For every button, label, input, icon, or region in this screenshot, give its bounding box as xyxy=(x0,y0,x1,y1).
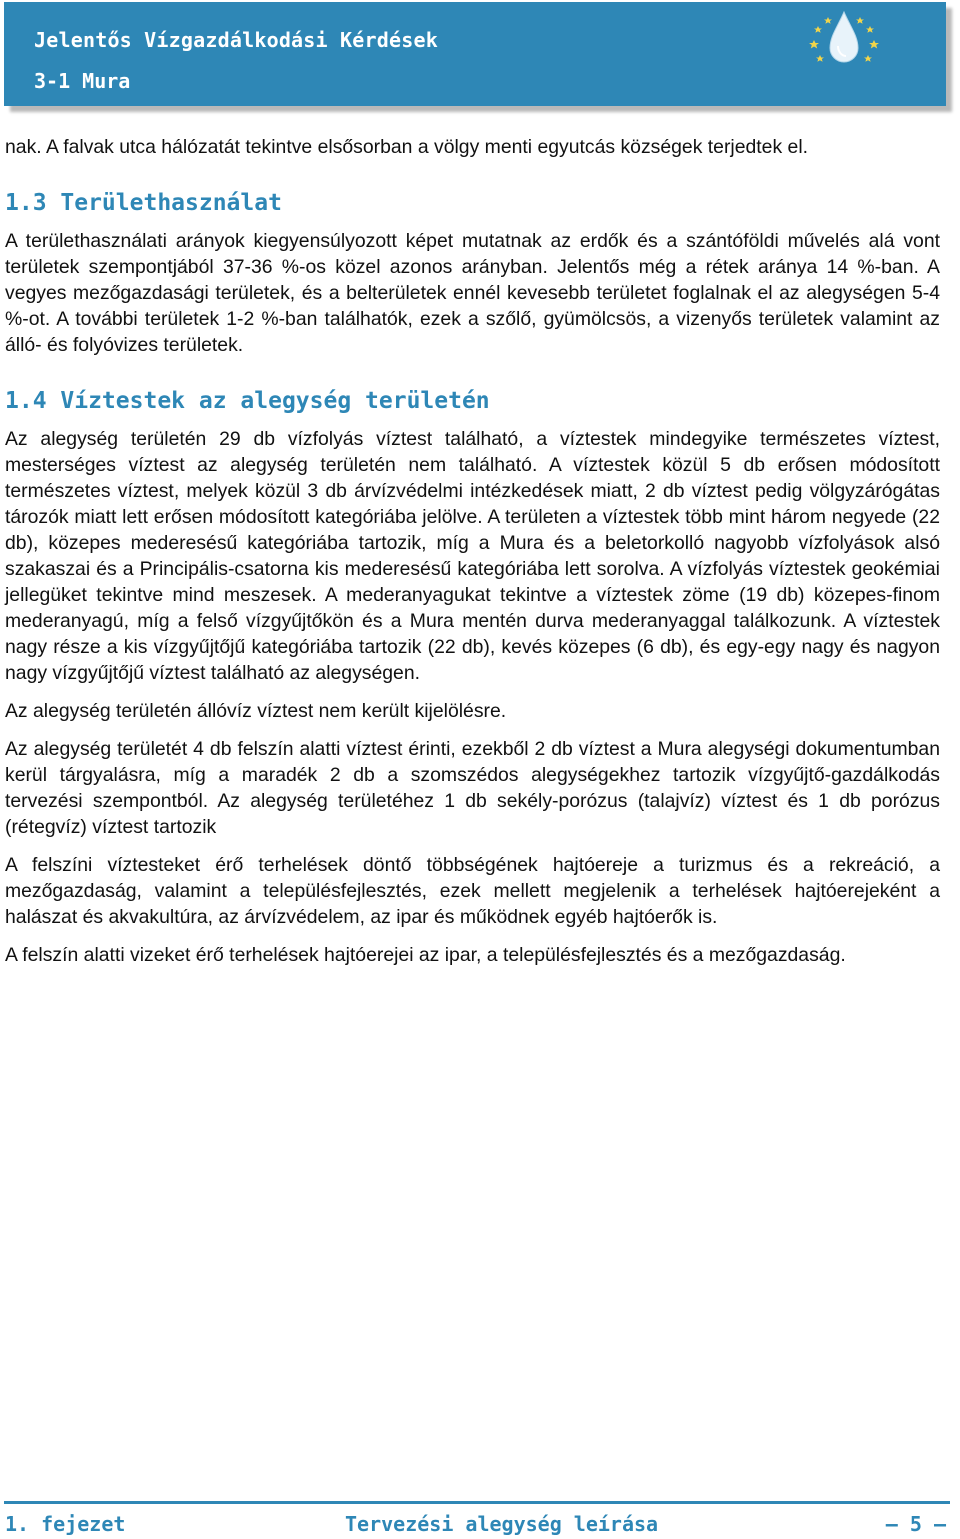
land-use-paragraph: A területhasználati arányok kiegyensúlyozott képet mutatnak az erdők és a szántóföldi művelés alá vont területek szempontjából 37-36 %-os közel azonos arányban. Jelentős még a rétek aránya 14 %-ban. A vegyes mezőgazdasági területek, és a belterületek ennél kevesebb területet foglalnak el az alegységen 5-4 %-ot. A további területek 1-2 %-ban találhatók, ezek a szőlő, gyümölcsös, a vizenyős területek valamint az álló- és folyóvizes területek. xyxy=(5,230,940,356)
footer-page-number: — 5 — xyxy=(885,1512,946,1536)
water-bodies-paragraph-4: A felszíni víztesteket érő terhelések döntő többségének hajtóereje a turizmus és a rekreáció, a mezőgazdaság, valamint a településfejlesztés, ezek mellett megjelenik a terhelések hajtóerejeként a halászat és akvakultúra, az árvízvédelem, az ipar és működnek egyéb hajtóerők is. xyxy=(5,854,940,928)
section-heading-water-bodies: 1.4 Víztestek az alegység területén xyxy=(5,388,490,414)
water-bodies-paragraph-5: A felszín alatti vizeket érő terhelések hajtóerejei az ipar, a településfejlesztés és a mezőgazdaság. xyxy=(5,944,846,966)
header-title: Jelentős Vízgazdálkodási Kérdések xyxy=(34,28,438,52)
page-header xyxy=(4,2,946,106)
footer-chapter-title: Tervezési alegység leírása xyxy=(345,1512,659,1536)
water-bodies-paragraph-2: Az alegység területén állóvíz víztest nem került kijelölésre. xyxy=(5,700,507,722)
intro-paragraph: nak. A falvak utca hálózatát tekintve elsősorban a völgy menti egyutcás községek terjedtek el. xyxy=(5,136,809,158)
footer-divider xyxy=(4,1501,950,1504)
water-drop-eu-stars-icon xyxy=(804,8,882,72)
footer-chapter: 1. fejezet xyxy=(5,1512,126,1536)
water-bodies-paragraph-3: Az alegység területét 4 db felszín alatti víztest érinti, ezekből 2 db víztest a Mura alegységi dokumentumban kerül tárgyalásra, míg a maradék 2 db a szomszédos alegységekhez tartozik vízgyűjtő-gazdálkodás tervezési szempontból. Az alegység területéhez 1 db sekély-porózus (talajvíz) víztest és 1 db porózus (rétegvíz) víztest tartozik xyxy=(5,738,940,838)
header-subtitle: 3-1 Mura xyxy=(34,69,131,93)
section-heading-land-use: 1.3 Területhasználat xyxy=(5,190,282,216)
page-content xyxy=(5,134,940,968)
water-bodies-paragraph-1: Az alegység területén 29 db vízfolyás víztest található, a víztestek mindegyike természetes víztest, mesterséges víztest az alegység területén nem található. A víztestek közül 5 db erősen módosított természetes víztest, melyek közül 3 db árvízvédelmi intézkedések miatt, 2 db víztest pedig völgyzárógátas tározók miatt lett erősen módosított kategóriába jelölve. A területen a víztestek több mint három negyede (22 db), közepes mederesésű kategóriába tartozik, míg a Mura és a beletorkolló nagyobb vízfolyások alsó szakaszai és a Principális-csatorna kis mederesésű kategóriába lett sorolva. A vízfolyás víztestek geokémiai jellegüket tekintve mind meszesek. A mederanyagukat tekintve a víztestek zöme (19 db) közepes-finom mederanyagú, míg a felső vízgyűjtőkön és a Mura mentén durva mederanyaggal találkozunk. A víztestek nagy része a kis vízgyűjtőjű kategóriába tartozik (22 db), kevés közepes (6 db), és egy-egy nagy és nagyon nagy vízgyűjtőjű víztest található az alegységen. xyxy=(5,428,940,684)
